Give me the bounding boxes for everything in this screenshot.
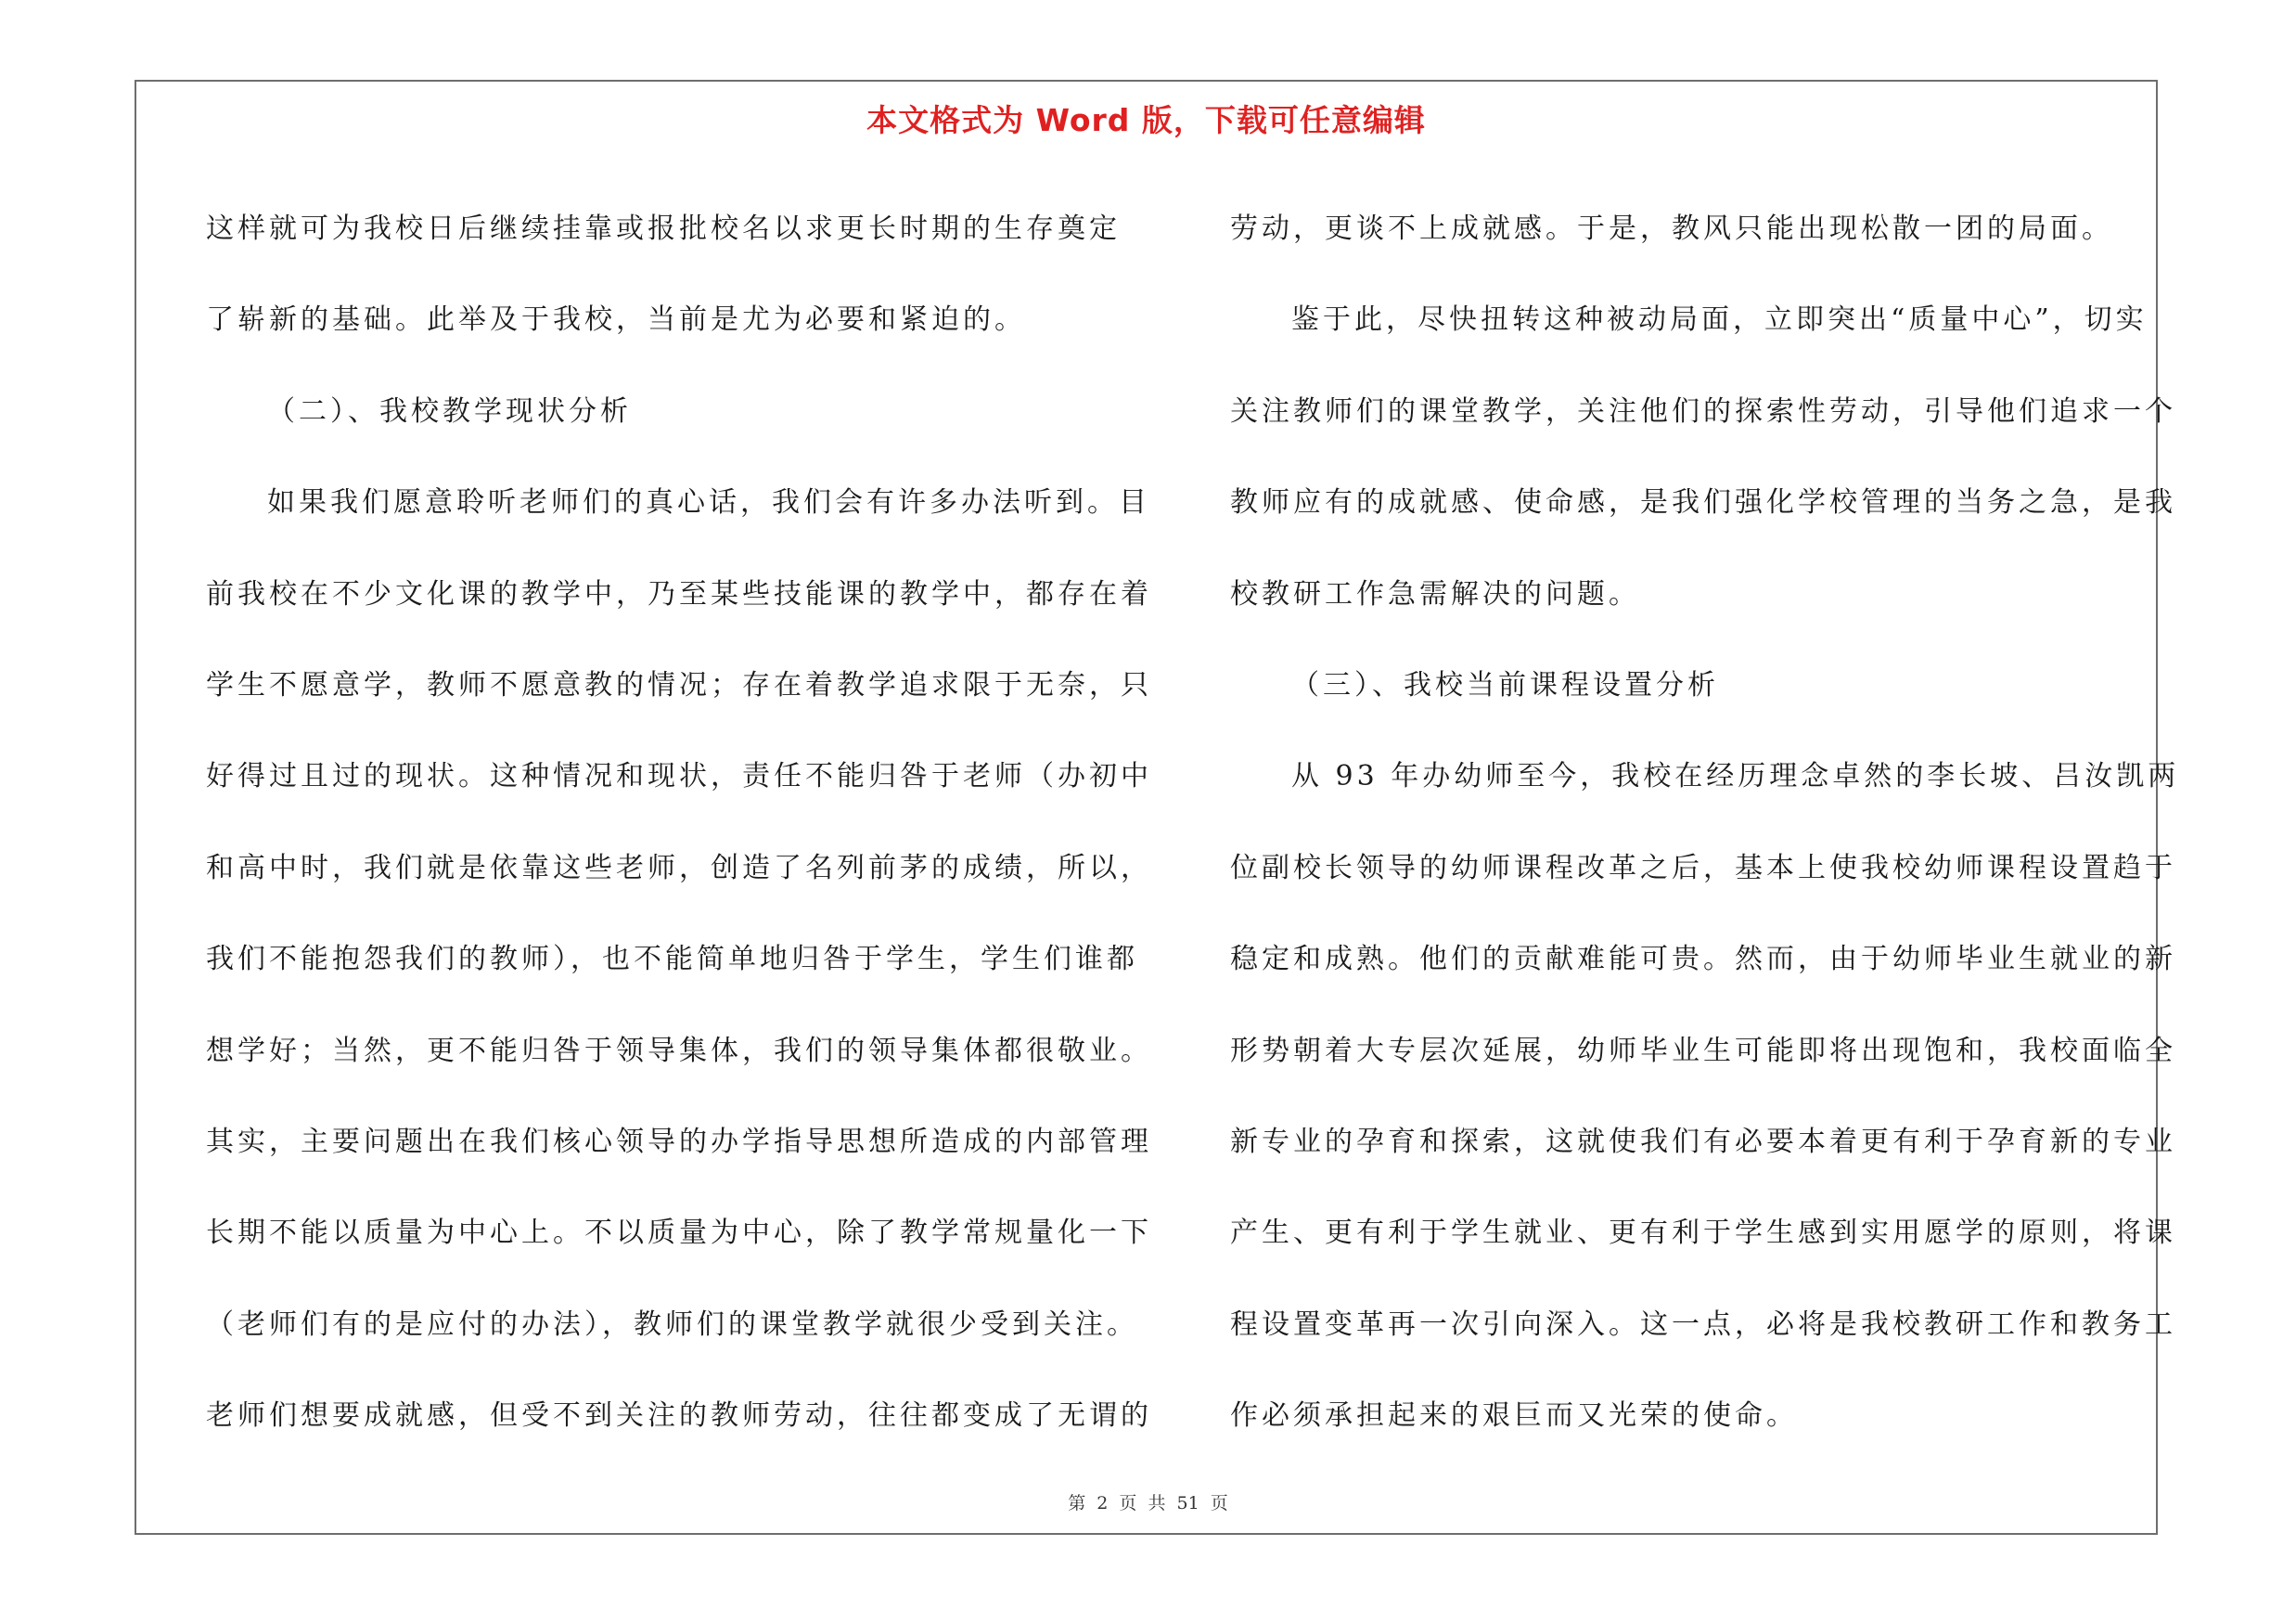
section-heading: （二）、我校教学现状分析: [267, 394, 632, 428]
text-line: 想学好；当然，更不能归咎于领导集体，我们的领导集体都很敬业。: [206, 1034, 1152, 1067]
current-page-number: 2: [1097, 1493, 1109, 1514]
text-line: 了崭新的基础。此举及于我校，当前是尤为必要和紧迫的。: [206, 303, 1026, 337]
right-text-column: [1230, 184, 2180, 1462]
text-line: 从 93 年办幼师至今，我校在经历理念卓然的李长坡、吕汝凯两: [1291, 760, 2180, 793]
text-line: 关注教师们的课堂教学，关注他们的探索性劳动，引导他们追求一个: [1230, 394, 2176, 428]
text-line: 程设置变革再一次引向深入。这一点，必将是我校教研工作和教务工: [1230, 1307, 2176, 1341]
total-page-count: 51: [1176, 1493, 1199, 1514]
footer-total-label: 页: [1210, 1493, 1228, 1514]
page-number-footer: [0, 1489, 2296, 1517]
text-line: 这样就可为我校日后继续挂靠或报批校名以求更长时期的生存奠定: [206, 213, 1121, 245]
text-line: 好得过且过的现状。这种情况和现状，责任不能归咎于老师（办初中: [206, 760, 1152, 793]
text-line: 校教研工作急需解决的问题。: [1230, 577, 1640, 611]
text-line: 产生、更有利于学生就业、更有利于学生感到实用愿学的原则，将课: [1230, 1217, 2176, 1250]
text-line: 和高中时，我们就是依靠这些老师，创造了名列前茅的成绩，所以，: [206, 851, 1152, 884]
text-line: 老师们想要成就感，但受不到关注的教师劳动，往往都变成了无谓的: [206, 1399, 1152, 1433]
text-line: 稳定和成熟。他们的贡献难能可贵。然而，由于幼师毕业生就业的新: [1230, 943, 2176, 976]
section-heading: （三）、我校当前课程设置分析: [1291, 668, 1719, 702]
text-line: （老师们有的是应付的办法），教师们的课堂教学就很少受到关注。: [206, 1307, 1138, 1341]
text-line: 其实，主要问题出在我们核心领导的办学指导思想所造成的内部管理: [206, 1125, 1152, 1158]
footer-page-label: 页: [1119, 1493, 1137, 1514]
text-line: 长期不能以质量为中心上。不以质量为中心，除了教学常规量化一下: [206, 1217, 1152, 1250]
footer-total-prefix: 共: [1148, 1493, 1166, 1514]
text-line: 教师应有的成就感、使命感，是我们强化学校管理的当务之急，是我: [1230, 486, 2176, 520]
left-text-column: [206, 184, 1158, 1462]
text-line: 鉴于此，尽快扭转这种被动局面，立即突出“质量中心”，切实: [1291, 303, 2148, 337]
text-line: 前我校在不少文化课的教学中，乃至某些技能课的教学中，都存在着: [206, 577, 1152, 611]
text-line: 我们不能抱怨我们的教师），也不能简单地归咎于学生，学生们谁都: [206, 943, 1138, 976]
text-line: 作必须承担起来的艰巨而又光荣的使命。: [1230, 1399, 1798, 1433]
text-line: 形势朝着大专层次延展，幼师毕业生可能即将出现饱和，我校面临全: [1230, 1034, 2176, 1067]
word-format-banner: 本文格式为 Word 版，下载可任意编辑: [866, 102, 1426, 138]
footer-prefix: 第: [1068, 1493, 1086, 1514]
text-line: 学生不愿意学，教师不愿意教的情况；存在着教学追求限于无奈，只: [206, 668, 1152, 702]
text-line: 劳动，更谈不上成就感。于是，教风只能出现松散一团的局面。: [1230, 213, 2113, 245]
text-line: 新专业的孕育和探索，这就使我们有必要本着更有利于孕育新的专业: [1230, 1125, 2176, 1158]
text-line: 如果我们愿意聆听老师们的真心话，我们会有许多办法听到。目: [267, 486, 1150, 520]
text-line: 位副校长领导的幼师课程改革之后，基本上使我校幼师课程设置趋于: [1230, 851, 2176, 884]
